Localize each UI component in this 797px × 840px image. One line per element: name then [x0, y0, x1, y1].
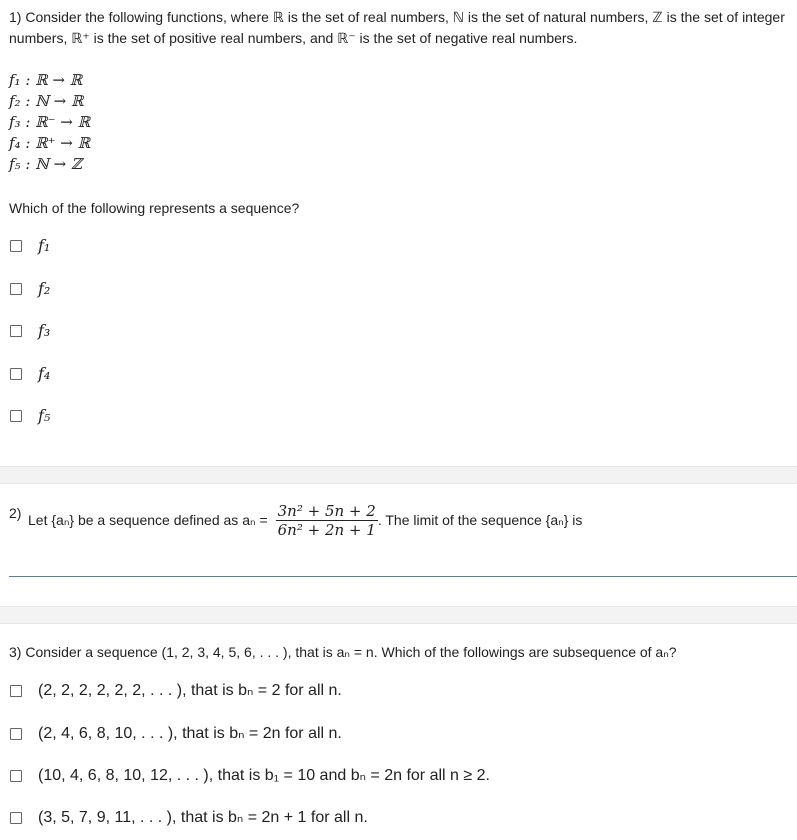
q2-number: 2): [9, 505, 22, 521]
separator-2: [0, 606, 797, 624]
q2-denominator: 6n² + 2n + 1: [277, 520, 376, 539]
q2-fraction: [276, 502, 378, 539]
q3-option-2-checkbox[interactable]: [10, 728, 22, 740]
q3-option-3-label[interactable]: (10, 4, 6, 8, 10, 12, . . . ), that is b₁ = 10 and bₙ = 2n for all n ≥ 2.: [38, 767, 490, 784]
function-f5: f₅ : ℕ → ℤ: [9, 155, 82, 173]
q3-option-4-checkbox[interactable]: [10, 812, 22, 824]
q3-option-1-label[interactable]: (2, 2, 2, 2, 2, 2, . . . ), that is bₙ = 2 for all n.: [38, 682, 342, 699]
function-f2: f₂ : ℕ → ℝ: [9, 92, 84, 110]
question-2: [0, 484, 797, 606]
question-3: [0, 624, 797, 840]
q2-answer-input[interactable]: [9, 576, 797, 577]
q1-option-4-checkbox[interactable]: [10, 368, 22, 380]
q2-text-before: Let {aₙ} be a sequence defined as aₙ =: [28, 512, 268, 528]
q1-option-1-label[interactable]: f₁: [38, 236, 51, 255]
q2-text-after: . The limit of the sequence {aₙ} is: [377, 512, 583, 528]
q1-intro-line2: numbers, ℝ⁺ is the set of positive real numbers, and ℝ⁻ is the set of negative real numbers.: [9, 30, 578, 46]
q1-option-3-label[interactable]: f₃: [38, 321, 51, 340]
function-f4: f₄ : ℝ⁺ → ℝ: [9, 134, 91, 152]
function-f1: f₁ : ℝ → ℝ: [9, 71, 83, 89]
q3-option-3-checkbox[interactable]: [10, 770, 22, 782]
q3-prompt: 3) Consider a sequence (1, 2, 3, 4, 5, 6, . . . ), that is aₙ = n. Which of the followings are subsequence of aₙ?: [9, 644, 677, 660]
q2-text: [28, 500, 582, 540]
q1-option-5-checkbox[interactable]: [10, 410, 22, 422]
q1-option-3-checkbox[interactable]: [10, 325, 22, 337]
q3-option-1-checkbox[interactable]: [10, 685, 22, 697]
q1-prompt: Which of the following represents a sequence?: [9, 200, 300, 216]
q1-intro-line1: 1) Consider the following functions, where ℝ is the set of real numbers, ℕ is the set of natural numbers, ℤ is the set of integer: [9, 9, 785, 25]
q1-option-1-checkbox[interactable]: [10, 240, 22, 252]
q3-option-4-label[interactable]: (3, 5, 7, 9, 11, . . . ), that is bₙ = 2n + 1 for all n.: [38, 809, 368, 826]
q1-option-5-label[interactable]: f₅: [38, 406, 51, 425]
q2-numerator: 3n² + 5n + 2: [277, 501, 376, 520]
separator-1: [0, 466, 797, 484]
q3-option-2-label[interactable]: (2, 4, 6, 8, 10, . . . ), that is bₙ = 2n for all n.: [38, 725, 342, 742]
function-f3: f₃ : ℝ⁻ → ℝ: [9, 113, 91, 131]
q1-option-2-label[interactable]: f₂: [38, 279, 51, 298]
q1-option-2-checkbox[interactable]: [10, 283, 22, 295]
q1-option-4-label[interactable]: f₄: [38, 364, 51, 383]
